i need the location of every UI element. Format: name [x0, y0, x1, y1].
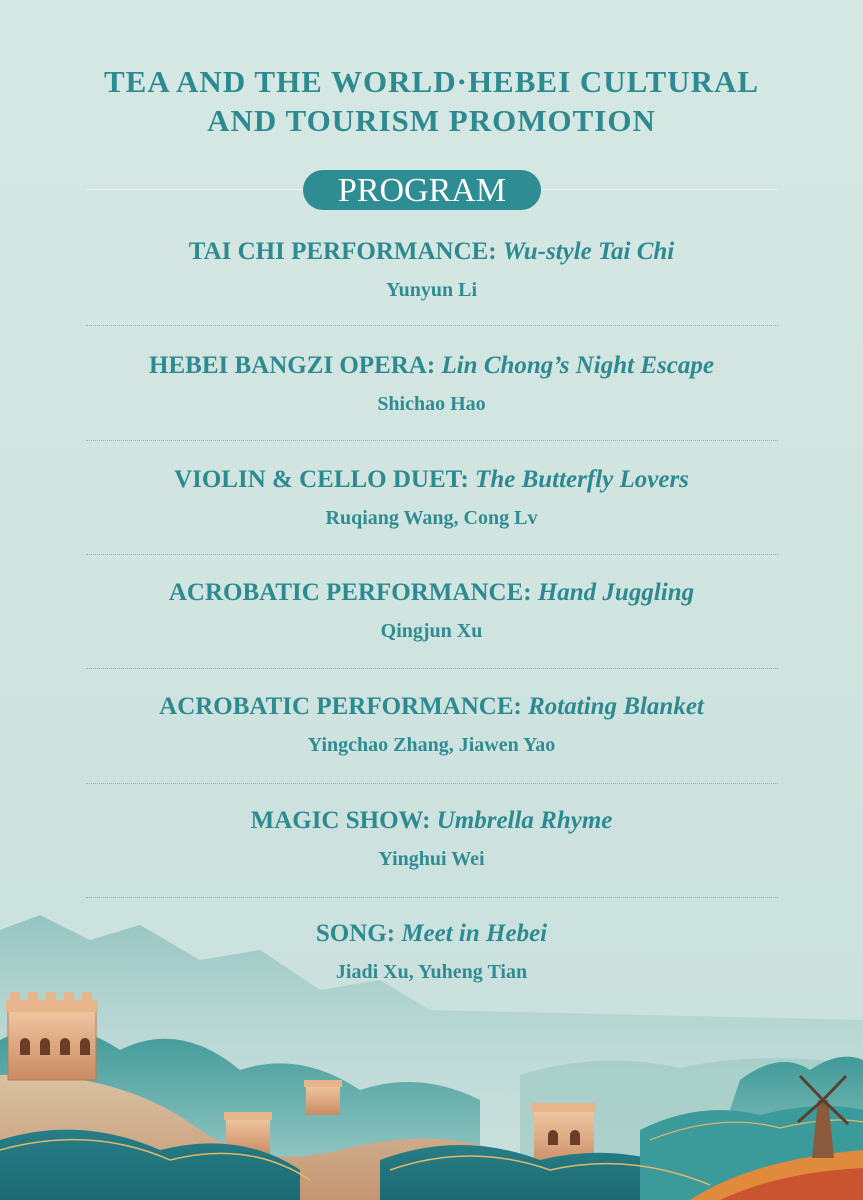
program-item	[0, 464, 863, 532]
act-performers: Yingchao Zhang, Jiawen Yao	[307, 734, 556, 756]
program-item	[0, 691, 863, 759]
act-performers: Shichao Hao	[377, 393, 486, 415]
program-item	[0, 350, 863, 418]
item-divider	[86, 783, 778, 784]
page-title-line-2: AND TOURISM PROMOTION	[207, 103, 656, 138]
page-title-line-1: TEA AND THE WORLD·HEBEI CULTURAL	[103, 64, 760, 99]
act-heading	[0, 691, 863, 723]
item-divider	[86, 668, 778, 669]
act-heading	[0, 350, 863, 382]
act-category: SONG:	[315, 920, 396, 947]
item-divider	[86, 325, 778, 326]
act-title: Rotating Blanket	[528, 693, 704, 720]
act-performers: Jiadi Xu, Yuheng Tian	[335, 961, 528, 983]
act-performers: Yunyun Li	[386, 279, 477, 301]
program-heading-badge: PROGRAM	[303, 170, 541, 210]
act-title: Lin Chong’s Night Escape	[441, 352, 714, 379]
act-heading	[0, 577, 863, 609]
act-heading	[0, 236, 863, 268]
act-title: Hand Juggling	[537, 579, 695, 606]
program-item	[0, 236, 863, 304]
program-item	[0, 918, 863, 986]
act-category: ACROBATIC PERFORMANCE:	[168, 579, 532, 606]
act-category: ACROBATIC PERFORMANCE:	[159, 693, 522, 720]
act-performers: Qingjun Xu	[380, 620, 483, 642]
item-divider	[86, 897, 778, 898]
act-title: Umbrella Rhyme	[436, 807, 613, 834]
act-title: Wu-style Tai Chi	[502, 238, 675, 265]
act-title: The Butterfly Lovers	[475, 466, 689, 493]
act-heading	[0, 464, 863, 496]
act-category: HEBEI BANGZI OPERA:	[149, 352, 436, 379]
act-heading	[0, 805, 863, 837]
act-category: MAGIC SHOW:	[250, 807, 431, 834]
act-title: Meet in Hebei	[401, 920, 548, 947]
act-category: VIOLIN & CELLO DUET:	[174, 466, 469, 493]
act-heading	[0, 918, 863, 950]
item-divider	[86, 554, 778, 555]
act-performers: Yinghui Wei	[378, 848, 485, 870]
program-item	[0, 577, 863, 645]
item-divider	[86, 440, 778, 441]
program-item	[0, 805, 863, 873]
act-category: TAI CHI PERFORMANCE:	[188, 238, 497, 265]
act-performers: Ruqiang Wang, Cong Lv	[325, 507, 538, 529]
